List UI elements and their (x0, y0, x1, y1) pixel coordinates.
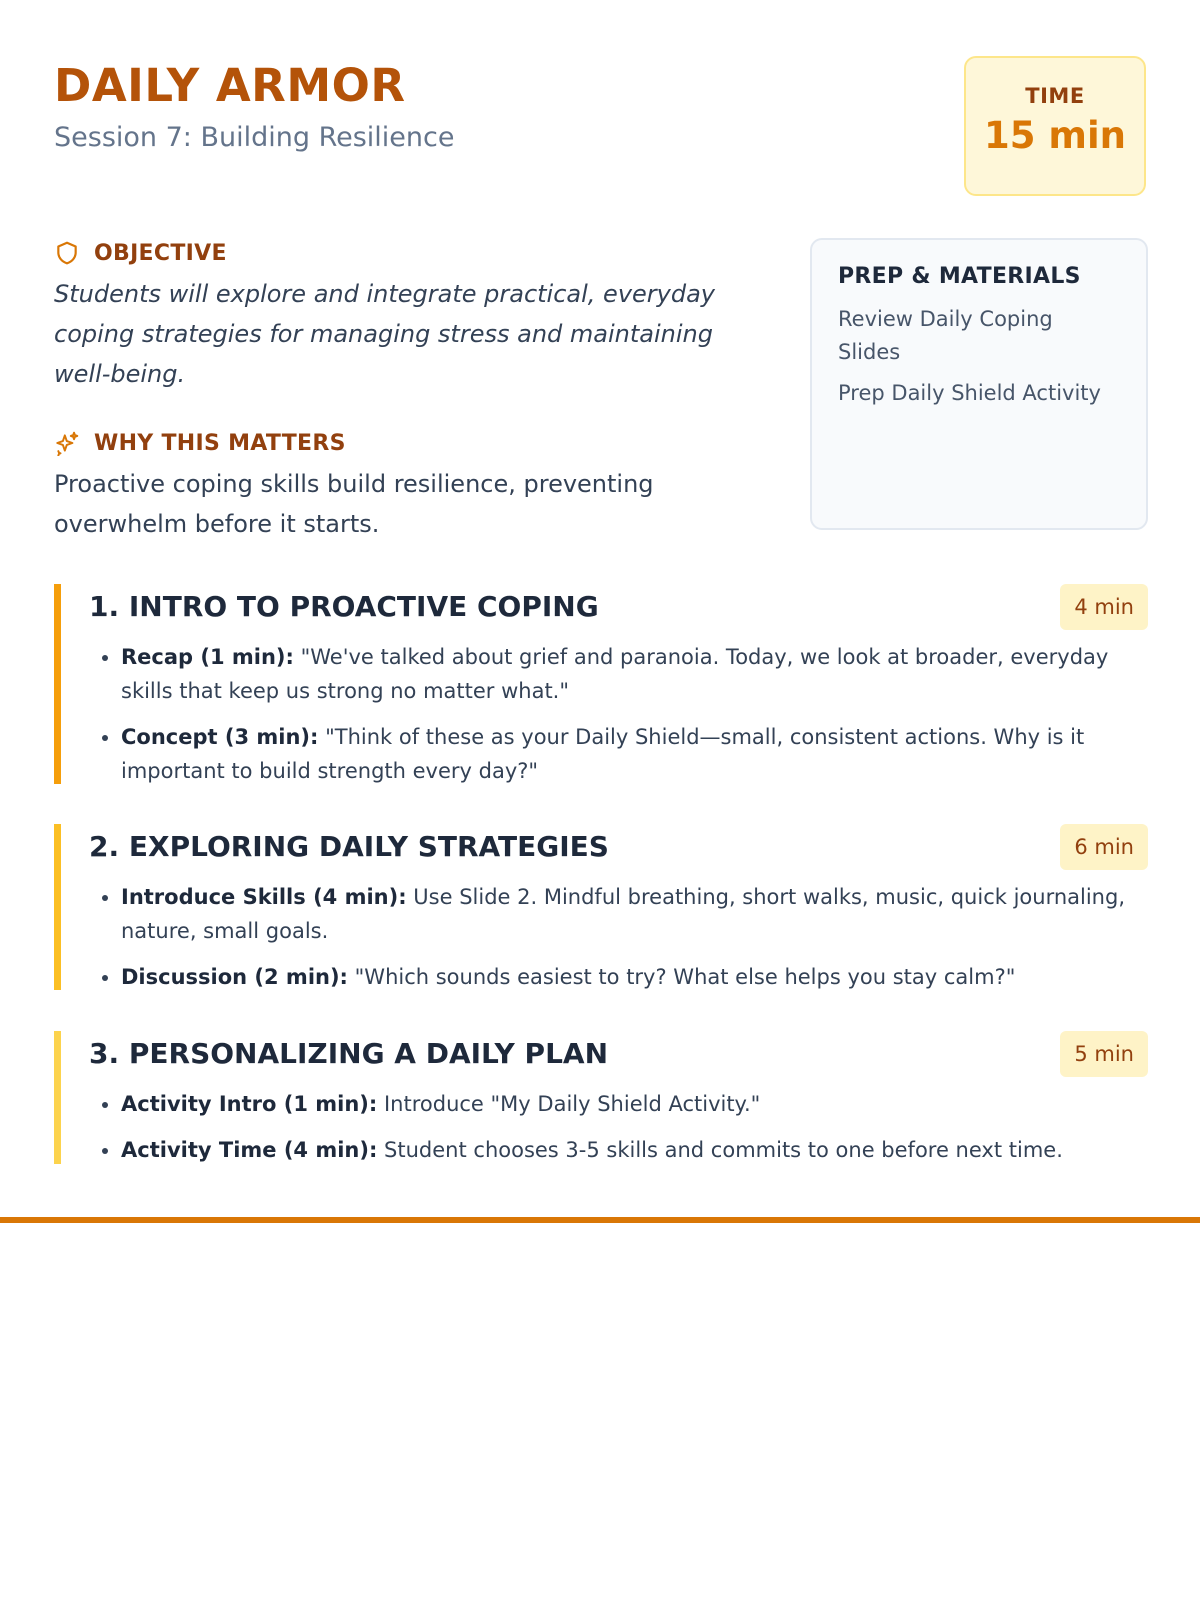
bullet-list (89, 1087, 1148, 1167)
duration-badge: 4 min (1060, 584, 1148, 630)
list-item (121, 1087, 1148, 1121)
list-item (121, 880, 1148, 948)
bullet-text: Student chooses 3-5 skills and commits to one before next time. (377, 1138, 1063, 1162)
shield-icon (54, 240, 80, 266)
duration-badge: 6 min (1060, 824, 1148, 870)
bullet-text: "Which sounds easiest to try? What else helps you stay calm?" (347, 965, 1016, 989)
prep-list (838, 303, 1120, 410)
page-title: DAILY ARMOR (54, 59, 406, 112)
list-item (121, 640, 1148, 708)
prep-item: Prep Daily Shield Activity (838, 381, 1101, 405)
bullet-term: Discussion (2 min): (121, 965, 348, 989)
prep-materials-card (810, 238, 1148, 530)
why-label: WHY THIS MATTERS (94, 430, 346, 456)
bullet-text: "Think of these as your Daily Shield—small, consistent actions. Why is it important to build strength every day?" (121, 725, 1085, 783)
page-subtitle: Session 7: Building Resilience (54, 122, 455, 153)
sparkles-icon (54, 430, 80, 456)
list-item (121, 1133, 1148, 1167)
objective-label-row (54, 238, 734, 268)
bullet-text: "We've talked about grief and paranoia. Today, we look at broader, everyday skills that keep us strong no matter what." (121, 645, 1109, 703)
section-strategies (54, 824, 1148, 990)
bullet-list (89, 640, 1148, 788)
section-head (89, 1031, 1148, 1077)
duration-badge: 5 min (1060, 1031, 1148, 1077)
prep-title: PREP & MATERIALS (838, 264, 1081, 289)
list-item (121, 960, 1148, 994)
time-value: 15 min (984, 114, 1126, 157)
section-intro (54, 584, 1148, 784)
prep-item: Review Daily Coping Slides (838, 307, 1053, 364)
bottom-divider (0, 1217, 1200, 1223)
section-title: 1. INTRO TO PROACTIVE COPING (89, 590, 599, 623)
bullet-text: Introduce "My Daily Shield Activity." (377, 1092, 761, 1116)
bullet-text: Use Slide 2. Mindful breathing, short walks, music, quick journaling, nature, small goals. (121, 885, 1125, 943)
list-item (121, 720, 1148, 788)
objective-label: OBJECTIVE (94, 240, 227, 266)
time-box (964, 56, 1146, 196)
section-head (89, 824, 1148, 870)
section-title: 3. PERSONALIZING A DAILY PLAN (89, 1037, 609, 1070)
bullet-term: Activity Time (4 min): (121, 1138, 378, 1162)
time-label: TIME (1025, 84, 1085, 108)
bullet-list (89, 880, 1148, 994)
bullet-term: Concept (3 min): (121, 725, 319, 749)
info-section (54, 238, 734, 544)
bullet-term: Recap (1 min): (121, 645, 294, 669)
header (54, 56, 1146, 198)
bullet-term: Introduce Skills (4 min): (121, 885, 407, 909)
section-title: 2. EXPLORING DAILY STRATEGIES (89, 830, 609, 863)
why-text: Proactive coping skills build resilience, preventing overwhelm before it starts. (54, 470, 654, 538)
section-head (89, 584, 1148, 630)
section-daily-plan (54, 1031, 1148, 1164)
bullet-term: Activity Intro (1 min): (121, 1092, 378, 1116)
why-label-row (54, 428, 734, 458)
objective-text: Students will explore and integrate practical, everyday coping strategies for managing stress and maintaining well-being. (54, 280, 715, 388)
